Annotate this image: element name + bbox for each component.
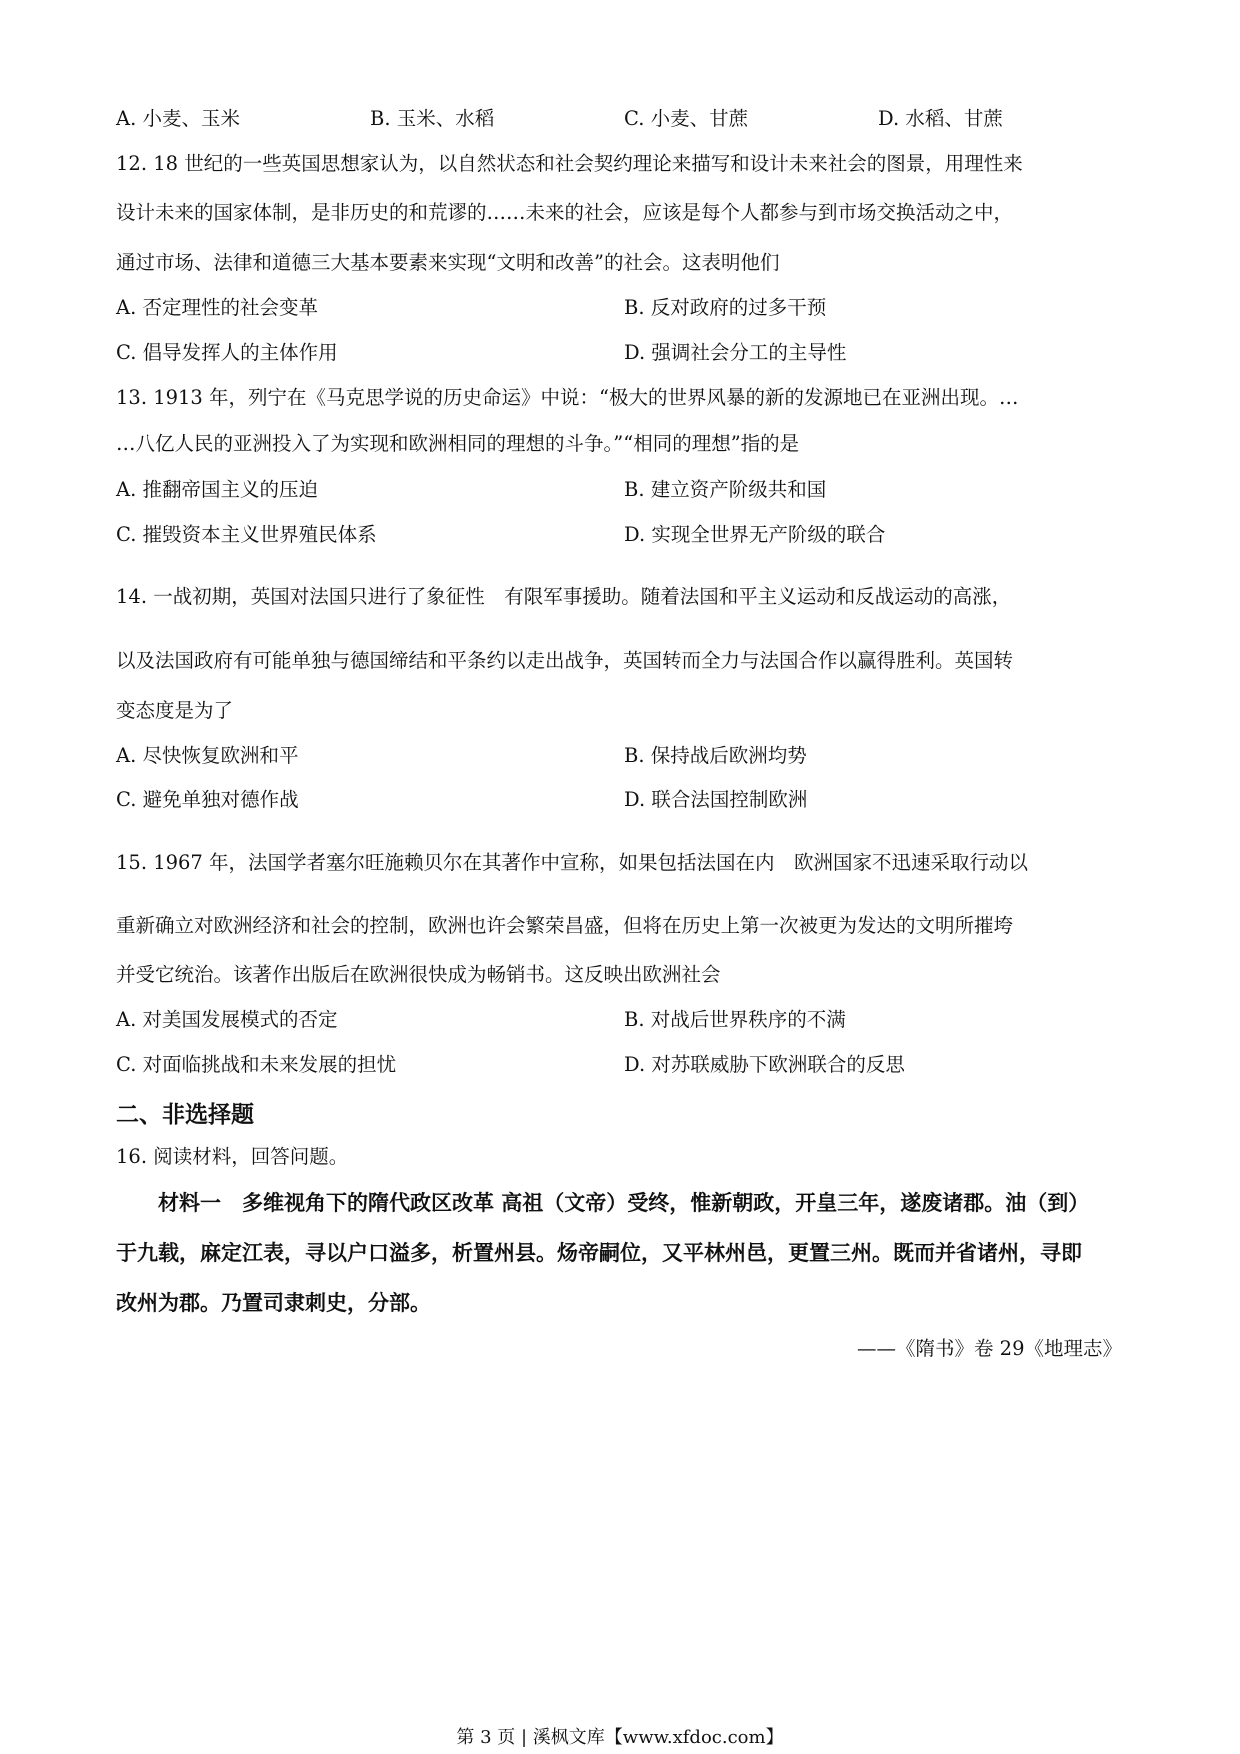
q15-stem-line: 重新确立对欧洲经济和社会的控制，欧洲也许会繁荣昌盛，但将在历史上第一次被更为发达的文明所摧垮 [116, 914, 1014, 937]
material-line: 于九载，麻定江表，寻以户口溢多，析置州县。炀帝嗣位，又平林州邑，更置三州。既而并省诸州，寻即 [116, 1241, 1082, 1265]
material-line: 材料一 多维视角下的隋代政区改革 高祖（文帝）受终，惟新朝政，开皇三年，遂废诸郡。油（到） [116, 1191, 1090, 1215]
q15-stem-line: 并受它统治。该著作出版后在欧洲很快成为畅销书。这反映出欧洲社会 [116, 963, 721, 986]
q14-stem-line: 变态度是为了 [116, 699, 234, 722]
q13-option-d: D. 实现全世界无产阶级的联合 [624, 523, 886, 546]
q12-option-c: C. 倡导发挥人的主体作用 [116, 341, 338, 364]
q12-stem-line: 12. 18 世纪的一些英国思想家认为，以自然状态和社会契约理论来描写和设计未来社会的图景，用理性来 [116, 152, 1023, 175]
q13-option-b: B. 建立资产阶级共和国 [624, 478, 827, 501]
q12-stem-line: 通过市场、法律和道德三大基本要素来实现“文明和改善”的社会。这表明他们 [116, 251, 780, 274]
q11-option-a: A. 小麦、玉米 [116, 107, 240, 130]
q14-option-c: C. 避免单独对德作战 [116, 788, 299, 811]
q14-option-a: A. 尽快恢复欧洲和平 [116, 744, 299, 767]
q11-option-b: B. 玉米、水稻 [370, 107, 495, 130]
q12-option-b: B. 反对政府的过多干预 [624, 296, 827, 319]
page-footer: 第 3 页 | 溪枫文库【www.xfdoc.com】 [456, 1727, 784, 1748]
q14-stem-line: 以及法国政府有可能单独与德国缔结和平条约以走出战争，英国转而全力与法国合作以赢得胜利。英国转 [116, 649, 1014, 672]
q11-option-d: D. 水稻、甘蔗 [878, 107, 1003, 130]
q15-option-b: B. 对战后世界秩序的不满 [624, 1008, 846, 1031]
q13-option-a: A. 推翻帝国主义的压迫 [116, 478, 318, 501]
q15-option-d: D. 对苏联威胁下欧洲联合的反思 [624, 1053, 905, 1076]
q12-option-d: D. 强调社会分工的主导性 [624, 341, 847, 364]
q13-stem-line: 13. 1913 年，列宁在《马克思学说的历史命运》中说：“极大的世界风暴的新的发源地已在亚洲出现。… [116, 386, 1019, 409]
material-source: ——《隋书》卷 29《地理志》 [856, 1337, 1122, 1360]
q16-stem: 16. 阅读材料，回答问题。 [116, 1145, 349, 1168]
q12-option-a: A. 否定理性的社会变革 [116, 296, 318, 319]
section-heading: 二、非选择题 [116, 1102, 254, 1128]
q14-option-b: B. 保持战后欧洲均势 [624, 744, 807, 767]
q11-option-c: C. 小麦、甘蔗 [624, 107, 749, 130]
q14-option-d: D. 联合法国控制欧洲 [624, 788, 808, 811]
q15-option-a: A. 对美国发展模式的否定 [116, 1008, 338, 1031]
q12-stem-line: 设计未来的国家体制，是非历史的和荒谬的……未来的社会，应该是每个人都参与到市场交换活动之中， [116, 201, 1014, 224]
q13-stem-line: …八亿人民的亚洲投入了为实现和欧洲相同的理想的斗争。”“相同的理想”指的是 [116, 432, 800, 455]
q13-option-c: C. 摧毁资本主义世界殖民体系 [116, 523, 377, 546]
q15-option-c: C. 对面临挑战和未来发展的担忧 [116, 1053, 397, 1076]
q15-stem-line: 15. 1967 年，法国学者塞尔旺施赖贝尔在其著作中宣称，如果包括法国在内 欧洲国家不迅速采取行动以 [116, 851, 1029, 874]
q14-stem-line: 14. 一战初期，英国对法国只进行了象征性 有限军事援助。随着法国和平主义运动和反战运动的高涨， [116, 585, 1012, 608]
material-line: 改州为郡。乃置司隶刺史，分部。 [116, 1291, 431, 1315]
